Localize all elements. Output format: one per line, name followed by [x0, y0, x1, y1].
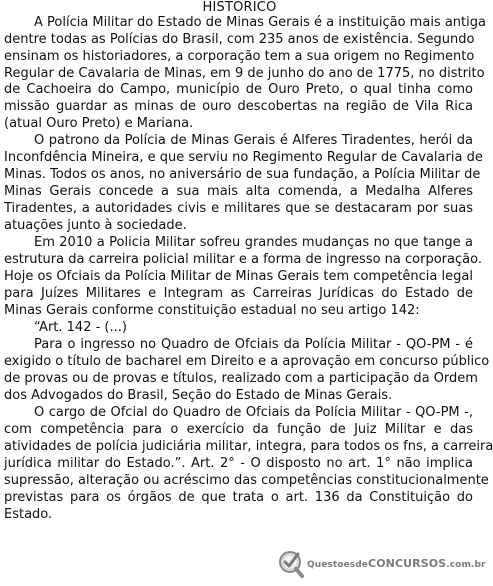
paragraph-line: atuações junto à sociedade.	[4, 218, 187, 233]
logo-prefix: Questoesde	[307, 560, 369, 570]
paragraph-line: de provas ou de provas e títulos, realizado com a participação da Ordem	[4, 371, 478, 386]
paragraph-line: Hoje os Ofciais da Polícia Militar de Minas Gerais tem competência legal	[4, 269, 473, 284]
paragraph-line: estrutura da carreira policial militar e a forma de ingresso na corporação.	[4, 252, 482, 267]
paragraph-line: Em 2010 a Policia Militar sofreu grandes mudanças no que tange a	[34, 235, 473, 250]
paragraph-line: exigido o título de bacharel em Direito e a aprovação em concurso público	[4, 354, 490, 369]
paragraph-line: missão guardar as minas de ouro descobertas na região de Vila Rica	[4, 99, 473, 114]
checkmark-magnifier-icon	[277, 549, 305, 579]
paragraph-line: Minas Gerais concede a sua mais alta comenda, a Medalha Alferes	[4, 184, 473, 199]
paragraph-line: para Juízes Militares e Integram as Carreiras Jurídicas do Estado de	[4, 286, 473, 301]
logo-text	[307, 557, 486, 570]
logo-main: CONCURSOS	[368, 557, 447, 570]
paragraph-line: dos Advogados do Brasil, Seção do Estado de Minas Gerais.	[4, 388, 393, 403]
paragraph-line: ensinam os historiadores, a corporação tem a sua origem no Regimento	[4, 49, 475, 64]
paragraph-line: supressão, alteração ou acréscimo das competências constitucionalmente	[4, 473, 489, 488]
paragraph-line: Inconfdência Mineira, e que serviu no Regimento Regular de Cavalaria de	[4, 150, 483, 165]
paragraph-line: previstas para os órgãos de que trata o art. 136 da Constituição do	[4, 490, 473, 505]
paragraph-line: O patrono da Polícia de Minas Gerais é Alferes Tiradentes, herói da	[34, 133, 473, 148]
paragraph-line: Para o ingresso no Quadro de Ofciais da Polícia Militar - QO-PM - é	[34, 337, 473, 352]
paragraph-line: Estado.	[4, 507, 53, 522]
paragraph-line: jurídica militar do Estado.”. Art. 2° - O disposto no art. 1° não implica	[4, 456, 473, 471]
quote-line: “Art. 142 - (...)	[34, 320, 127, 335]
paragraph-line: Tiradentes, a autoridades civis e militares que se destacaram por suas	[4, 201, 473, 216]
paragraph-line: com competência para o exercício da função de Juiz Militar e das	[4, 422, 473, 437]
paragraph-line: A Polícia Militar do Estado de Minas Gerais é a instituição mais antiga	[34, 15, 486, 30]
logo-suffix: .com.br	[446, 560, 486, 570]
paragraph-line: Regular de Cavalaria de Minas, em 9 de junho do ano de 1775, no distrito	[4, 66, 485, 81]
site-logo	[277, 549, 486, 579]
document-title: HISTÓRICO	[202, 0, 277, 15]
paragraph-line: dentre todas as Polícias do Brasil, com 235 anos de existência. Segundo	[4, 32, 475, 47]
paragraph-line: Minas. Todos os anos, no aniversário de sua fundação, a Polícia Militar de	[4, 167, 481, 182]
paragraph-line: Minas Gerais conforme constituição estadual no seu artigo 142:	[4, 303, 420, 318]
paragraph-line: O cargo de Ofcial do Quadro de Ofciais da Polícia Militar - QO-PM -,	[34, 405, 473, 420]
paragraph-line: (atual Ouro Preto) e Mariana.	[4, 116, 194, 131]
paragraph-line: de Cachoeira do Campo, município de Ouro Preto, o qual tinha como	[4, 82, 473, 97]
paragraph-line: atividades de polícia judiciária militar, integra, para todos os fns, a carreira	[4, 439, 493, 454]
